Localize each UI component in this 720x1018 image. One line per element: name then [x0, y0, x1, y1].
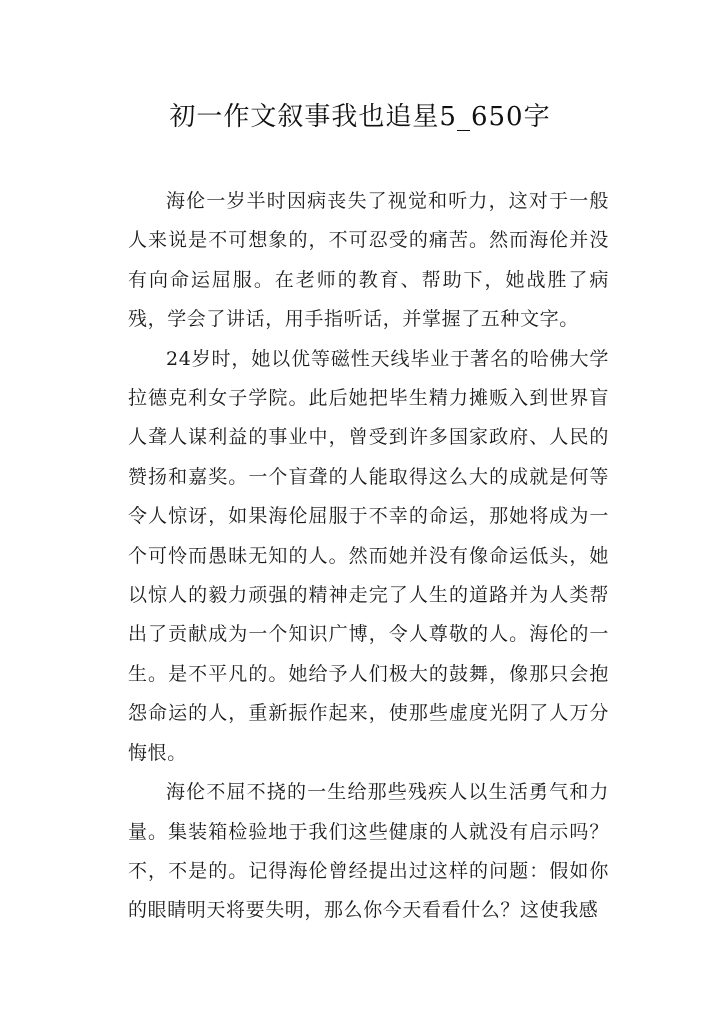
document-body [128, 182, 609, 931]
paragraph-1: 海伦一岁半时因病丧失了视觉和听力，这对于一般人来说是不可想象的，不可忍受的痛苦。然而海伦并没有向命运屈服。在老师的教育、帮助下，她战胜了病残，学会了讲话，用手指听话，并掌握了五种文字。 [128, 190, 609, 331]
paragraph-3: 海伦不屈不挠的一生给那些残疾人以生活勇气和力量。集装箱检验地于我们这些健康的人就没有启示吗？不，不是的。记得海伦曾经提出过这样的问题：假如你的眼睛明天将要失明，那么你今天看看什么？这使我感 [128, 781, 609, 922]
paragraph-2: 24岁时，她以优等磁性天线毕业于著名的哈佛大学拉德克利女子学院。此后她把毕生精力摊贩入到世界盲人聋人谋利益的事业中，曾受到许多国家政府、人民的赞扬和嘉奖。一个盲聋的人能取得这么大的成就是何等令人惊讶，如果海伦屈服于不幸的命运，那她将成为一个可怜而愚昧无知的人。然而她并没有像命运低头，她以惊人的毅力顽强的精神走完了人生的道路并为人类帮出了贡献成为一个知识广博，令人尊敬的人。海伦的一生。是不平凡的。她给予人们极大的鼓舞，像那只会抱怨命运的人，重新振作起来，使那些虚度光阴了人万分悔恨。 [128, 347, 609, 764]
document-title: 初一作文叙事我也追星5_650字 [169, 102, 551, 132]
